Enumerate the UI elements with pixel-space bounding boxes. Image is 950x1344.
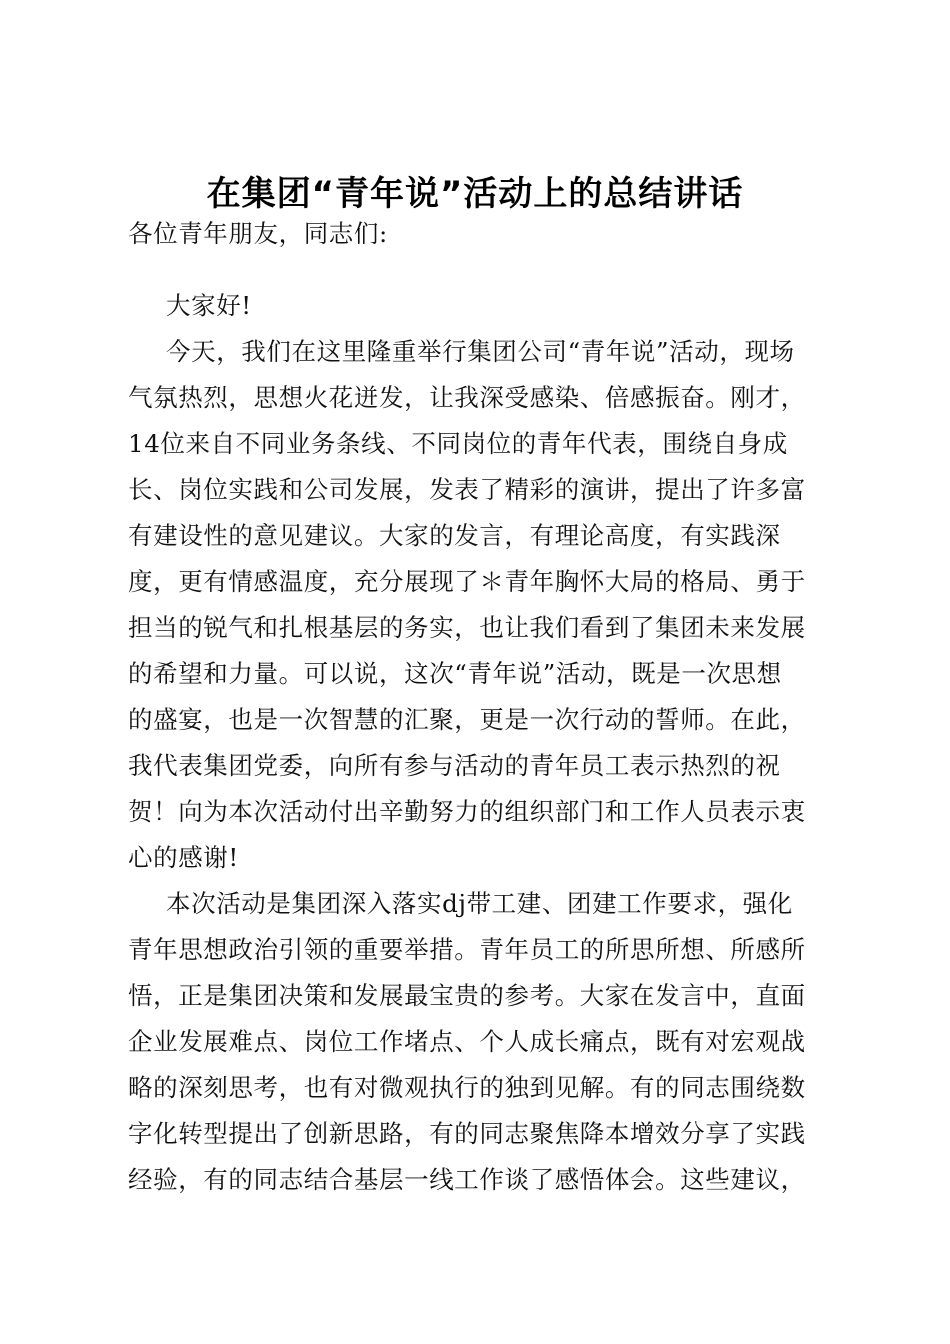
paragraph-line: 有建设性的意见建议。大家的发言，有理论高度，有实践深 bbox=[128, 521, 781, 550]
salutation-line: 各位青年朋友，同志们: bbox=[128, 219, 388, 248]
paragraph-line: 今天，我们在这里隆重举行集团公司“青年说”活动，现场 bbox=[166, 337, 795, 366]
paragraph-line: 字化转型提出了创新思路，有的同志聚焦降本增效分享了实践 bbox=[128, 1119, 806, 1148]
paragraph-line: 度，更有情感温度，充分展现了＊青年胸怀大局的格局、勇于 bbox=[128, 567, 806, 596]
greeting-line: 大家好! bbox=[166, 291, 252, 320]
paragraph-line: 心的感谢! bbox=[128, 843, 239, 872]
paragraph-line: 的盛宴，也是一次智慧的汇聚，更是一次行动的誓师。在此， bbox=[128, 705, 806, 734]
document-title: 在集团“青年说”活动上的总结讲话 bbox=[206, 174, 744, 214]
paragraph-line: 气氛热烈，思想火花迸发，让我深受感染、倍感振奋。刚才， bbox=[128, 383, 806, 412]
paragraph-line: 悟，正是集团决策和发展最宝贵的参考。大家在发言中，直面 bbox=[128, 981, 806, 1010]
paragraph-line: 贺！向为本次活动付出辛勤努力的组织部门和工作人员表示衷 bbox=[128, 797, 806, 826]
paragraph-line: 略的深刻思考，也有对微观执行的独到见解。有的同志围绕数 bbox=[128, 1073, 806, 1102]
paragraph-line: 14位来自不同业务条线、不同岗位的青年代表，围绕自身成 bbox=[128, 429, 788, 458]
paragraph-line: 长、岗位实践和公司发展，发表了精彩的演讲，提出了许多富 bbox=[128, 475, 806, 504]
paragraph-line: 我代表集团党委，向所有参与活动的青年员工表示热烈的祝 bbox=[128, 751, 781, 780]
paragraph-line: 青年思想政治引领的重要举措。青年员工的所思所想、所感所 bbox=[128, 935, 806, 964]
paragraph-line: 的希望和力量。可以说，这次“青年说”活动，既是一次思想 bbox=[128, 659, 782, 688]
paragraph-line: 企业发展难点、岗位工作堵点、个人成长痛点，既有对宏观战 bbox=[128, 1027, 806, 1056]
paragraph-line: 担当的锐气和扎根基层的务实，也让我们看到了集团未来发展 bbox=[128, 613, 806, 642]
paragraph-line: 经验，有的同志结合基层一线工作谈了感悟体会。这些建议， bbox=[128, 1165, 806, 1194]
paragraph-line: 本次活动是集团深入落实dj带工建、团建工作要求，强化 bbox=[166, 889, 793, 918]
